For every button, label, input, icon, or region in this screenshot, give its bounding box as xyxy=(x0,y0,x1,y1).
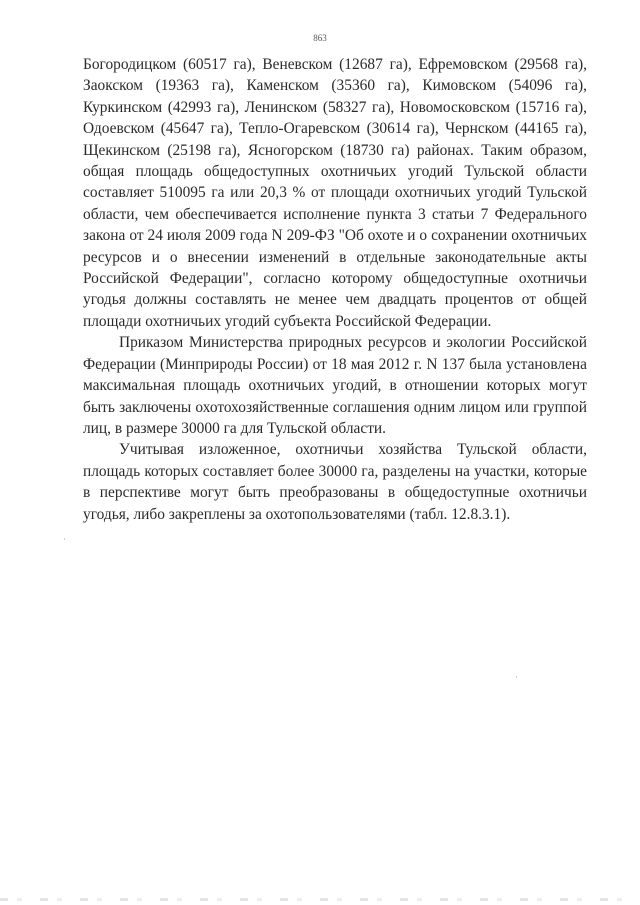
scan-speck xyxy=(516,676,517,678)
scan-speck xyxy=(64,538,65,540)
scan-edge-noise xyxy=(0,898,640,901)
paragraph-hunting-lands-area: Богородицком (60517 га), Веневском (12687 га), Ефремовском (29568 га), Заокском (19363 га), Каменском (35360 га), Кимовском (54096 га), Куркинском (42993 га), Ленинском (58327 га), Новомосковском (15716 га), Одоевском (45647 га), Тепло-Огаревском (30614 га), Чернском (44165 га), Щекинском (25198 га), Ясногорском (18730 га) районах. Таким образом, общая площадь общедоступных охотничьих угодий Тульской области составляет 510095 га или 20,3 % от площади охотничьих угодий Тульской области, чем обеспечивается исполнение пункта 3 статьи 7 Федерального закона от 24 июля 2009 года N 209-ФЗ "Об охоте и о сохранении охотничьих ресурсов и о внесении изменений в отдельные законодательные акты Российской Федерации", согласно которому общедоступные охотничьи угодья должны составлять не менее чем двадцать процентов от общей площади охотничьих угодий субъекта Российской Федерации. xyxy=(83,56,587,330)
paragraph-ministry-order: Приказом Министерства природных ресурсов и экологии Российской Федерации (Минприроды России) от 18 мая 2012 г. N 137 была установлена максимальная площадь охотничьих угодий, в отношении которых могут быть заключены охотохозяйственные соглашения одним лицом или группой лиц, в размере 30000 га для Тульской области. xyxy=(83,334,587,437)
document-body xyxy=(83,54,587,525)
page-number: 863 xyxy=(313,33,327,43)
paragraph-conclusion: Учитывая изложенное, охотничьи хозяйства Тульской области, площадь которых составляет более 30000 га, разделены на участки, которые в перспективе могут быть преобразованы в общедоступные охотничьи угодья, либо закреплены за охотопользователями (табл. 12.8.3.1). xyxy=(83,441,587,523)
